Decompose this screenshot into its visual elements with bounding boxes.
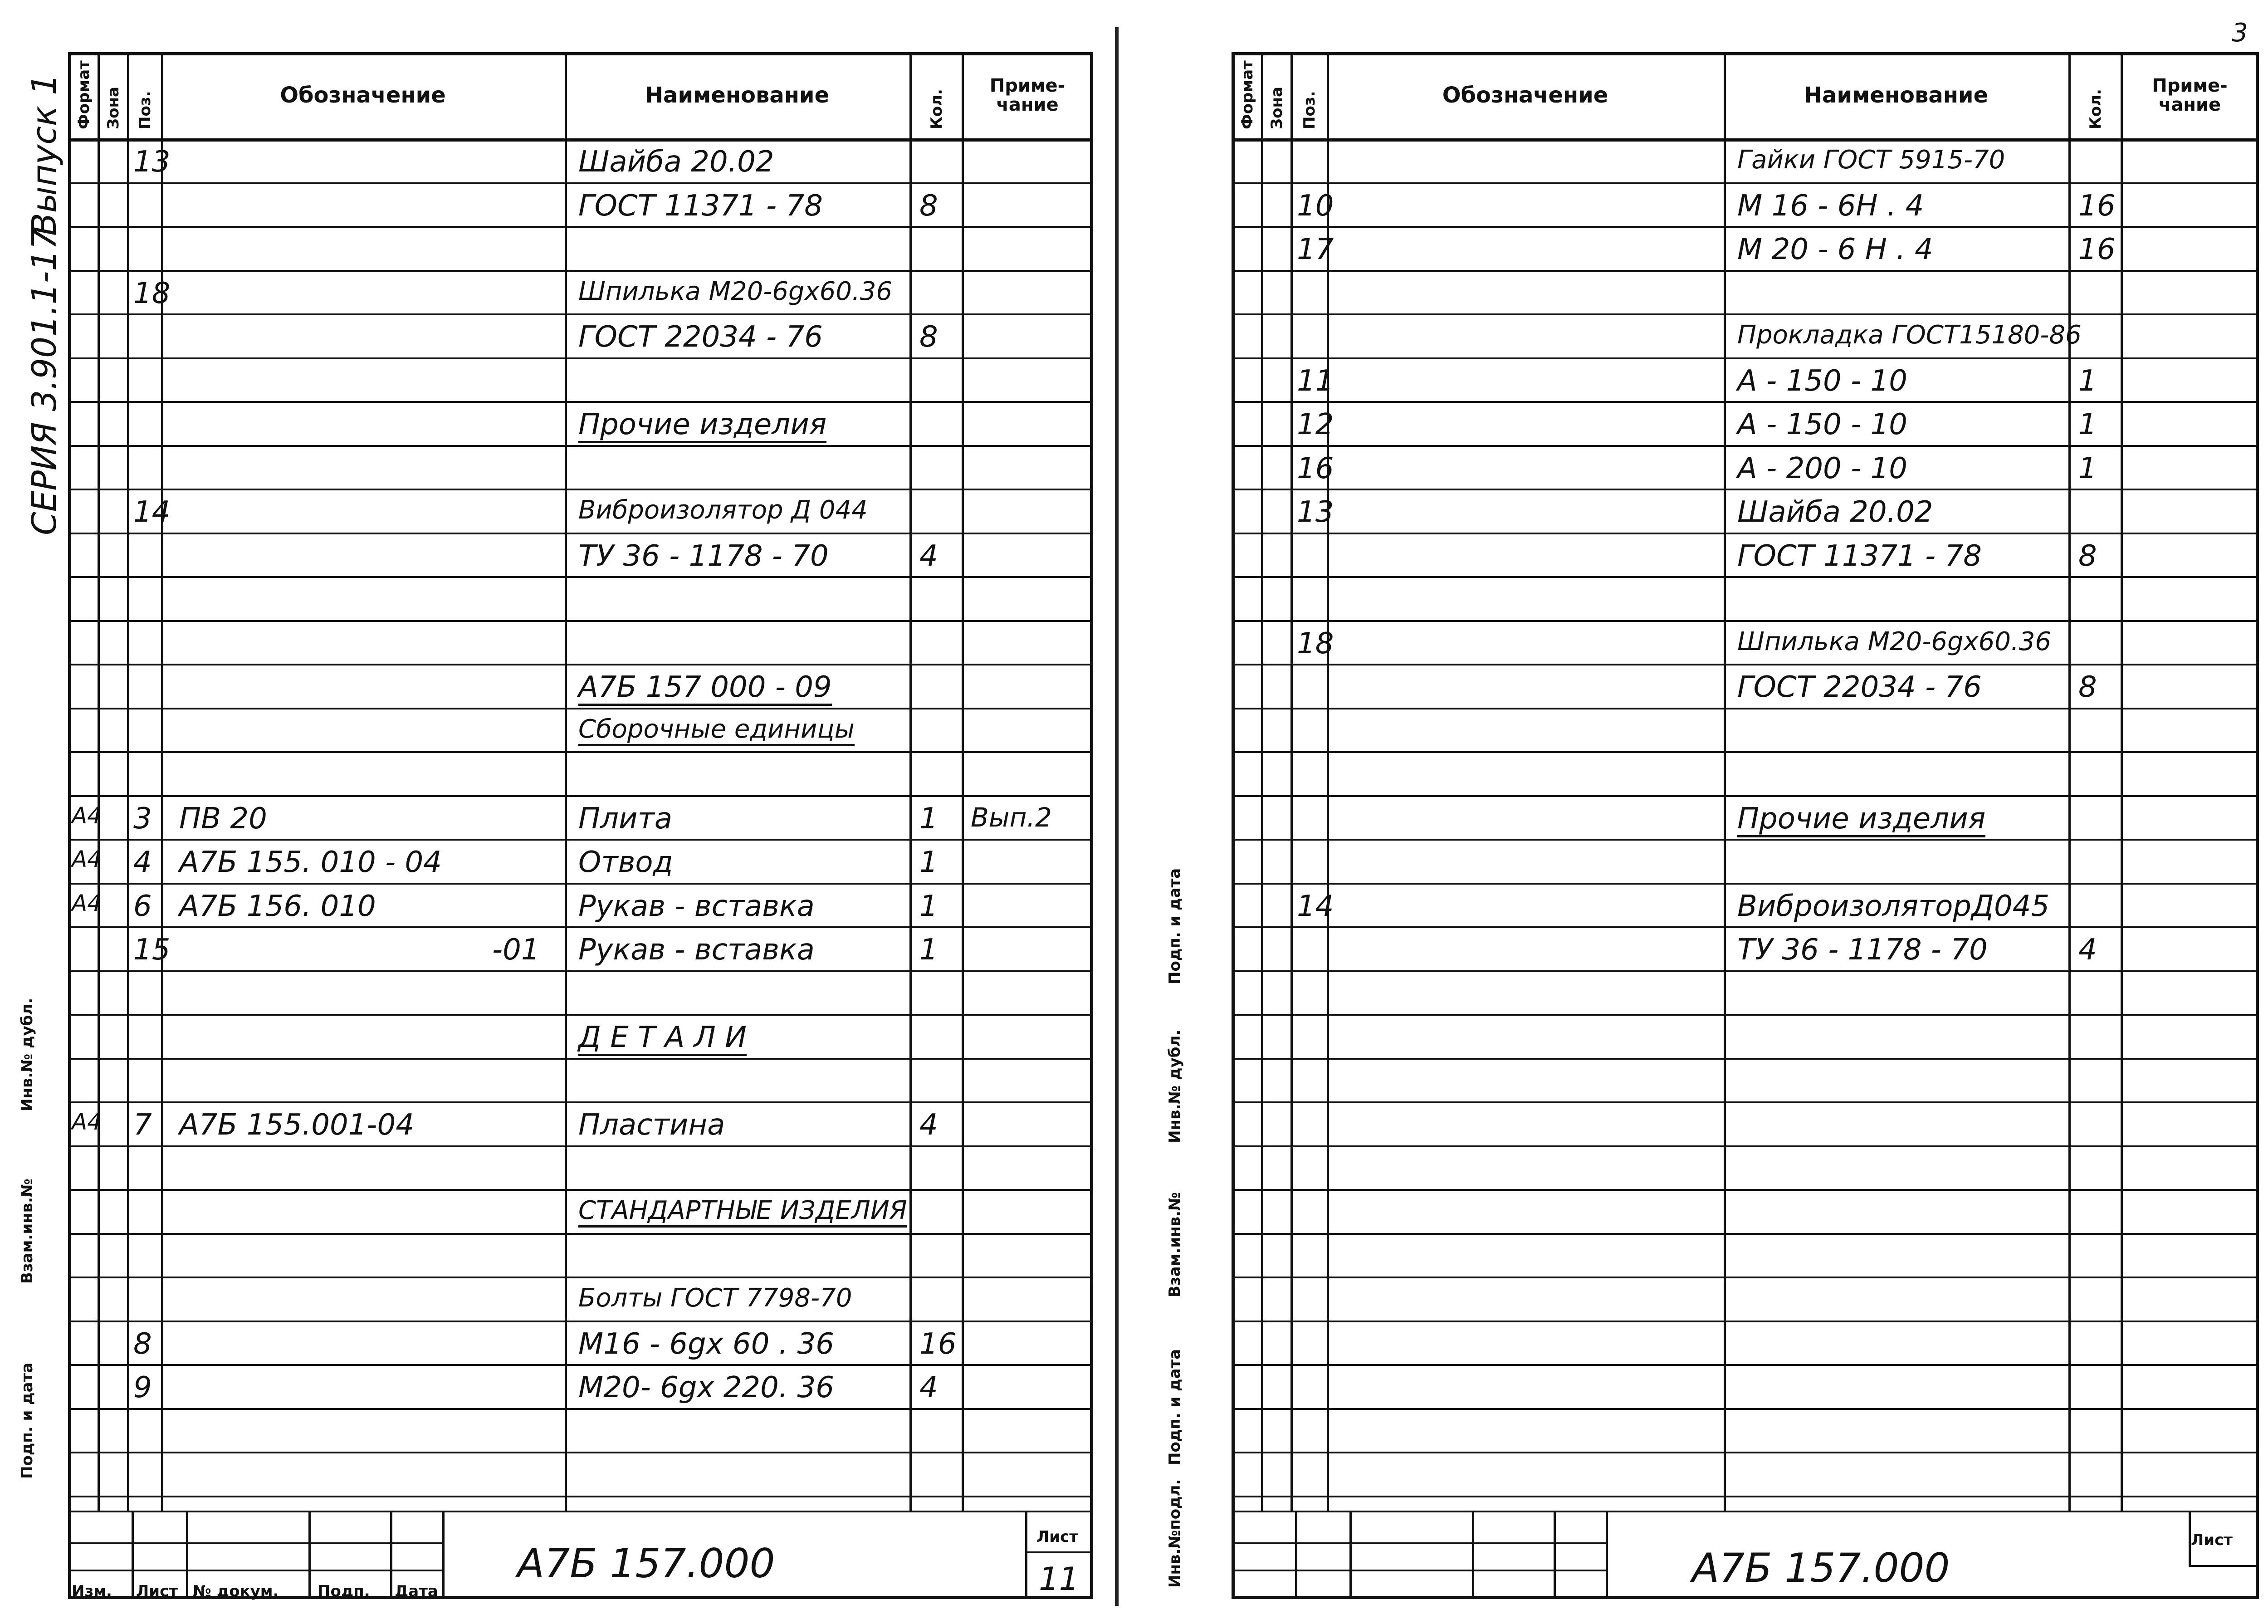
row-divider [68, 1408, 1093, 1410]
cell-naimenovanie: ТУ 36 - 1178 - 70 [1737, 933, 1988, 967]
row-divider [1232, 1408, 2259, 1410]
row-divider [68, 620, 1093, 622]
row-divider [68, 313, 1093, 315]
row-divider [68, 1364, 1093, 1366]
row-divider [68, 1321, 1093, 1322]
cell-kol: 1 [919, 802, 938, 836]
row-divider [68, 182, 1093, 184]
row-divider [68, 1014, 1093, 1016]
hdr-zona: Зона [104, 87, 122, 129]
row-divider [1232, 357, 2259, 359]
right-sheet-label: Лист [2191, 1531, 2233, 1549]
row-divider [1232, 576, 2259, 578]
left-sheet [0, 0, 1111, 1624]
cell-naimenovanie: ТУ 36 - 1178 - 70 [578, 539, 829, 573]
cell-naimenovanie: А - 150 - 10 [1737, 408, 1907, 442]
cell-naimenovanie: А - 200 - 10 [1737, 451, 1907, 485]
cell-naimenovanie: Шайба 20.02 [1737, 495, 1933, 529]
row-divider [1232, 1364, 2259, 1366]
stamp-line [2189, 1565, 2259, 1567]
cell-kol: 4 [919, 539, 938, 573]
row-divider [68, 533, 1093, 534]
r-margin-podp-data-2: Подп. и дата [1166, 1349, 1184, 1465]
row-divider [1232, 182, 2259, 184]
row-divider [68, 226, 1093, 228]
page-spine [1115, 27, 1119, 1606]
cell-kol: 16 [2078, 233, 2116, 267]
cell-kol: 1 [919, 933, 938, 967]
cell-naimenovanie: Рукав - вставка [578, 933, 815, 967]
cell-poz: 14 [133, 495, 171, 529]
cell-kol: 8 [919, 189, 938, 223]
hdr-zona: Зона [1267, 87, 1286, 129]
cell-poz: 14 [1297, 889, 1334, 923]
row-divider [68, 357, 1093, 359]
stamp-izm: Изм. [72, 1582, 112, 1600]
cell-kol: 1 [2078, 408, 2097, 442]
hdr-primechanie: Приме- чание [2152, 75, 2228, 115]
cell-naimenovanie: А7Б 157 000 - 09 [578, 673, 832, 706]
stamp-line [1232, 1542, 1608, 1544]
cell-naimenovanie: Шпилька М20-6gх60.36 [1737, 626, 2052, 656]
row-divider [68, 795, 1093, 797]
cell-naimenovanie: Виброизолятор Д 044 [578, 495, 868, 525]
row-divider [1232, 1233, 2259, 1235]
row-divider [68, 445, 1093, 447]
cell-poz: 12 [1297, 408, 1334, 442]
cell-kol: 1 [2078, 451, 2097, 485]
left-designation: А7Б 157.000 [517, 1540, 775, 1587]
cell-oboznachenie: А7Б 155. 010 - 04 [179, 846, 442, 880]
right-sheet [1134, 0, 2268, 1624]
cell-naimenovanie: Прокладка ГОСТ15180-86 [1737, 320, 2082, 350]
row-divider [68, 970, 1093, 972]
header-divider [1232, 138, 2259, 142]
cell-poz: 9 [133, 1371, 152, 1405]
stamp-ndokum: № докум. [193, 1582, 279, 1600]
stamp-list: Лист [136, 1582, 178, 1600]
row-divider [68, 576, 1093, 578]
row-divider [68, 1452, 1093, 1453]
cell-kol: 8 [2078, 670, 2097, 704]
stamp-line [1232, 1511, 2259, 1512]
cell-poz: 16 [1297, 451, 1334, 485]
cell-poz: 7 [133, 1108, 152, 1142]
hdr-oboznachenie: Обозначение [280, 82, 446, 108]
cell-kol: 4 [919, 1108, 938, 1142]
r-margin-inv-dubl: Инв.№ дубл. [1166, 1029, 1184, 1143]
cell-naimenovanie: Гайки ГОСТ 5915-70 [1737, 145, 2005, 175]
cell-naimenovanie: Прочие изделия [1737, 804, 1985, 837]
row-divider [68, 883, 1093, 885]
stamp-line [1025, 1511, 1027, 1599]
row-divider [1232, 1101, 2259, 1103]
cell-naimenovanie: А - 150 - 10 [1737, 364, 1907, 398]
cell-poz: 4 [133, 846, 152, 880]
row-divider [68, 926, 1093, 928]
row-divider [1232, 926, 2259, 928]
cell-poz: 8 [133, 1327, 152, 1361]
hdr-oboznachenie: Обозначение [1442, 82, 1608, 108]
cell-poz: 6 [133, 889, 152, 923]
hdr-naimenovanie: Наименование [645, 82, 830, 108]
cell-kol: 16 [919, 1327, 957, 1361]
margin-podp-data: Подп. и дата [18, 1362, 36, 1479]
cell-naimenovanie: ГОСТ 22034 - 76 [1737, 670, 1982, 704]
cell-kol: 1 [2078, 364, 2097, 398]
row-divider [68, 489, 1093, 490]
cell-kol: 16 [2078, 189, 2116, 223]
hdr-poz: Поз. [136, 91, 154, 129]
row-divider [1232, 620, 2259, 622]
cell-poz: 17 [1297, 233, 1334, 267]
stamp-line [2189, 1511, 2191, 1565]
row-divider [68, 1189, 1093, 1191]
row-divider [68, 751, 1093, 753]
cell-naimenovanie: Отвод [578, 846, 673, 880]
cell-kol: 4 [2078, 933, 2097, 967]
cell-format: А4 [72, 890, 102, 916]
right-sheet-number: 3 [2232, 18, 2248, 48]
row-divider [68, 401, 1093, 403]
row-divider [68, 270, 1093, 272]
stamp-line [132, 1511, 134, 1599]
hdr-format: Формат [1238, 60, 1256, 129]
cell-oboznachenie: ПВ 20 [179, 802, 267, 836]
row-divider [1232, 1277, 2259, 1278]
hdr-naimenovanie: Наименование [1804, 82, 1989, 108]
row-divider [68, 1233, 1093, 1235]
row-divider [1232, 1145, 2259, 1147]
cell-poz: 11 [1297, 364, 1334, 398]
row-divider [68, 1277, 1093, 1278]
stamp-line [1295, 1511, 1297, 1599]
cell-format: А4 [72, 846, 102, 873]
row-divider [68, 839, 1093, 841]
row-divider [1232, 708, 2259, 709]
stamp-line [308, 1511, 311, 1599]
row-divider [1232, 445, 2259, 447]
cell-poz: 13 [1297, 495, 1334, 529]
stamp-line [390, 1511, 392, 1599]
margin-vzam: Взам.инв.№ [18, 1179, 36, 1284]
row-divider [1232, 839, 2259, 841]
stamp-line [1606, 1511, 1608, 1599]
cell-poz: 10 [1297, 189, 1334, 223]
cell-naimenovanie: ГОСТ 11371 - 78 [1737, 539, 1982, 573]
hdr-format: Формат [74, 60, 93, 129]
cell-kol: 1 [919, 846, 938, 880]
row-divider [68, 664, 1093, 665]
cell-naimenovanie: ГОСТ 11371 - 78 [578, 189, 823, 223]
cell-poz: 18 [133, 276, 171, 310]
stamp-data: Дата [395, 1582, 438, 1600]
cell-poz: 18 [1297, 626, 1334, 660]
stamp-line [1472, 1511, 1474, 1599]
cell-naimenovanie: Шайба 20.02 [578, 145, 774, 179]
row-divider [68, 1058, 1093, 1060]
row-divider [1232, 313, 2259, 315]
cell-poz: 3 [133, 802, 152, 836]
seriya-label: СЕРИЯ 3.901.1-17 [25, 228, 64, 535]
stamp-podp: Подп. [318, 1582, 370, 1600]
row-divider [1232, 1321, 2259, 1322]
cell-naimenovanie: М 20 - 6 Н . 4 [1737, 233, 1933, 267]
stamp-line [68, 1542, 445, 1544]
row-divider [68, 708, 1093, 709]
hdr-kol: Кол. [2086, 89, 2105, 129]
cell-oboznachenie: А7Б 156. 010 [179, 889, 376, 923]
cell-format: А4 [72, 802, 102, 829]
cell-naimenovanie: Болты ГОСТ 7798-70 [578, 1283, 852, 1313]
cell-naimenovanie: ВиброизоляторД045 [1737, 889, 2050, 923]
cell-kol: 8 [919, 320, 938, 354]
cell-primechanie: Вып.2 [971, 802, 1052, 833]
stamp-line [186, 1511, 188, 1599]
row-divider [1232, 1014, 2259, 1016]
row-divider [68, 1496, 1093, 1497]
row-divider [1232, 795, 2259, 797]
stamp-line [1025, 1551, 1093, 1553]
stamp-line [68, 1570, 445, 1571]
row-divider [1232, 489, 2259, 490]
cell-oboznachenie: А7Б 155.001-04 [179, 1108, 414, 1142]
hdr-primechanie: Приме- чание [989, 75, 1066, 115]
hdr-kol: Кол. [927, 89, 946, 129]
cell-naimenovanie: Рукав - вставка [578, 889, 815, 923]
cell-naimenovanie: М20- 6gх 220. 36 [578, 1371, 834, 1405]
row-divider [1232, 533, 2259, 534]
cell-naimenovanie: Прочие изделия [578, 410, 826, 443]
row-divider [1232, 401, 2259, 403]
row-divider [1232, 1189, 2259, 1191]
row-divider [1232, 1058, 2259, 1060]
row-divider [1232, 1452, 2259, 1453]
header-divider [68, 138, 1093, 142]
cell-naimenovanie: СТАНДАРТНЫЕ ИЗДЕЛИЯ [578, 1198, 907, 1228]
row-divider [1232, 664, 2259, 665]
row-divider [1232, 751, 2259, 753]
vypusk-label: Выпуск 1 [25, 73, 64, 236]
right-designation: А7Б 157.000 [1692, 1545, 1950, 1591]
row-divider [1232, 883, 2259, 885]
cell-naimenovanie: ГОСТ 22034 - 76 [578, 320, 823, 354]
cell-naimenovanie: Плита [578, 802, 673, 836]
r-margin-podp-data: Подп. и дата [1166, 868, 1184, 984]
cell-naimenovanie: Д Е Т А Л И [578, 1023, 747, 1056]
row-divider [1232, 226, 2259, 228]
stamp-line [68, 1511, 1093, 1512]
r-margin-inv-podl: Инв.№подл. [1166, 1479, 1184, 1588]
stamp-line [1349, 1511, 1352, 1599]
cell-poz: 15 [133, 933, 171, 967]
cell-kol: 8 [2078, 539, 2097, 573]
cell-naimenovanie: Шпилька М20-6gх60.36 [578, 276, 893, 306]
cell-kol: 1 [919, 889, 938, 923]
cell-format: А4 [72, 1109, 102, 1135]
cell-oboznachenie: -01 [492, 933, 540, 967]
stamp-line [1232, 1570, 1608, 1571]
cell-naimenovanie: М 16 - 6Н . 4 [1737, 189, 1924, 223]
row-divider [1232, 270, 2259, 272]
left-sheet-number: 11 [1039, 1560, 1080, 1598]
row-divider [1232, 970, 2259, 972]
margin-inv-dubl: Инв.№ дубл. [18, 998, 36, 1111]
hdr-poz: Поз. [1300, 91, 1319, 129]
cell-kol: 4 [919, 1371, 938, 1405]
stamp-line [1554, 1511, 1556, 1599]
cell-naimenovanie: Сборочные единицы [578, 717, 855, 746]
cell-naimenovanie: М16 - 6gх 60 . 36 [578, 1327, 834, 1361]
row-divider [68, 1101, 1093, 1103]
left-sheet-label: Лист [1036, 1528, 1078, 1546]
row-divider [68, 1145, 1093, 1147]
stamp-line [442, 1511, 445, 1599]
cell-poz: 13 [133, 145, 171, 179]
cell-naimenovanie: Пластина [578, 1108, 725, 1142]
row-divider [1232, 1496, 2259, 1497]
r-margin-vzam: Взам.инв.№ [1166, 1192, 1184, 1297]
